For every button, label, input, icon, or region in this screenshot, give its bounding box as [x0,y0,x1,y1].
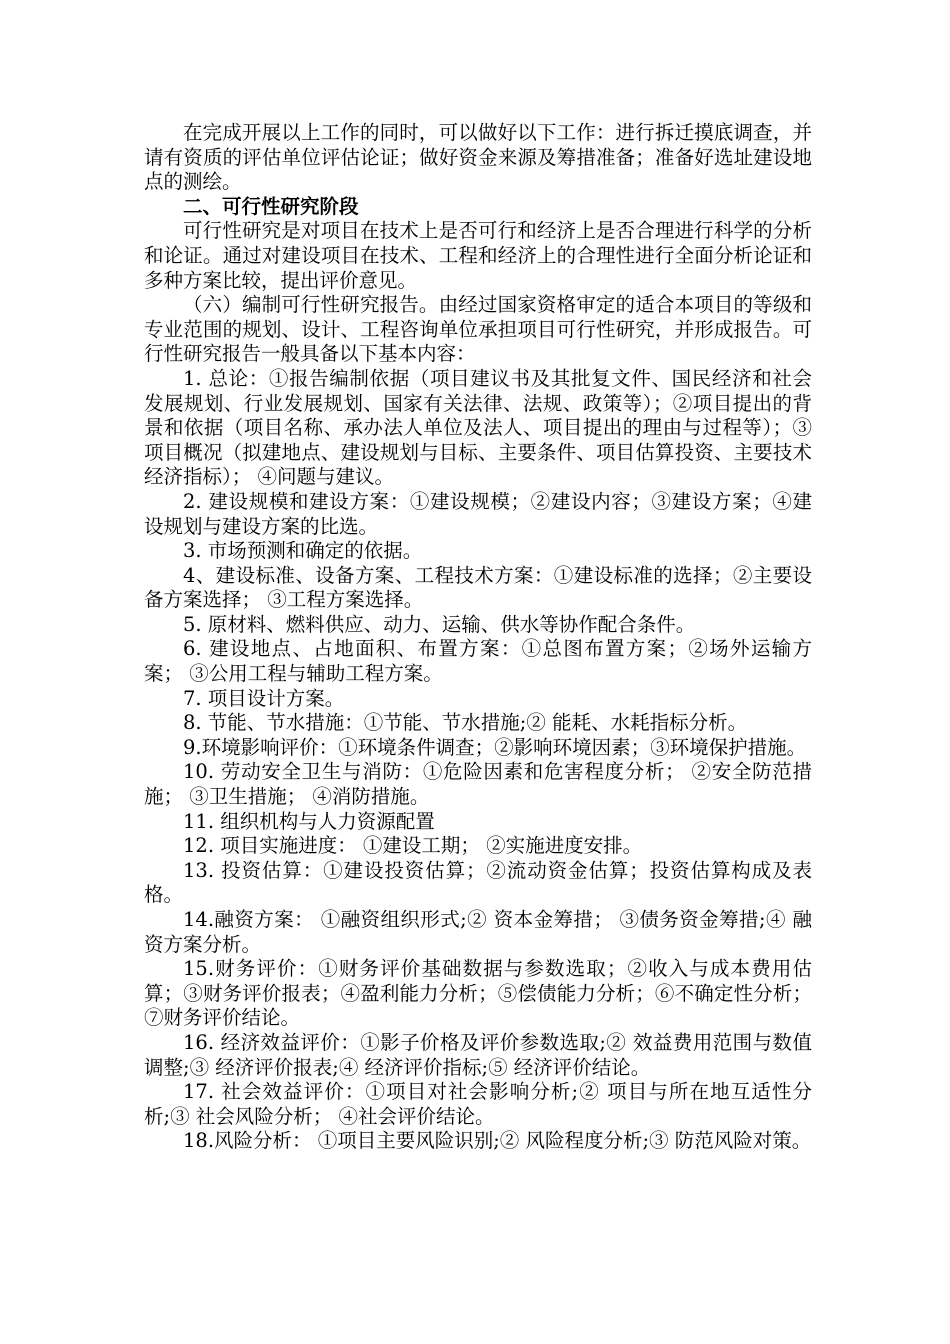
paragraph-report-preparation: （六）编制可行性研究报告。由经过国家资格审定的适合本项目的等级和专业范围的规划、设计、工程咨询单位承担项目可行性研究，并形成报告。可行性研究报告一般具备以下基本内容： [144,293,812,366]
list-item-standards-equipment: 4、建设标准、设备方案、工程技术方案：①建设标准的选择；②主要设备方案选择； ③工程方案选择。 [144,563,812,612]
list-item-financing-plan: 14.融资方案： ①融资组织形式;② 资本金筹措； ③债务资金筹措;④ 融资方案分析。 [144,908,812,956]
list-item-market-forecast: 3. 市场预测和确定的依据。 [183,539,423,563]
section-heading-feasibility-study: 二、可行性研究阶段 [183,194,359,218]
paragraph-preparation-work: 在完成开展以上工作的同时，可以做好以下工作：进行拆迁摸底调查，并请有资质的评估单位评估论证；做好资金来源及筹措准备；准备好选址建设地点的测绘。 [144,121,812,194]
list-item-project-design: 7. 项目设计方案。 [183,686,345,710]
list-item-financial-evaluation: 15.财务评价：①财务评价基础数据与参数选取；②收入与成本费用估算；③财务评价报表；④盈利能力分析；⑤偿债能力分析；⑥不确定性分析； ⑦财务评价结论。 [144,957,812,1030]
list-item-energy-saving: 8. 节能、节水措施：①节能、节水措施;② 能耗、水耗指标分析。 [183,711,748,735]
list-item-investment-estimate: 13. 投资估算：①建设投资估算；②流动资金估算；投资估算构成及表格。 [144,858,812,907]
list-item-implementation-schedule: 12. 项目实施进度： ①建设工期； ②实施进度安排。 [183,834,643,858]
list-item-economic-evaluation: 16. 经济效益评价：①影子价格及评价参数选取;② 效益费用范围与数值调整;③ 经济评价报表;④ 经济评价指标;⑤ 经济评价结论。 [144,1030,812,1079]
list-item-construction-scale: 2. 建设规模和建设方案：①建设规模；②建设内容；③建设方案；④建设规划与建设方案的比选。 [144,489,812,538]
list-item-organization: 11. 组织机构与人力资源配置 [183,809,435,833]
list-item-social-evaluation: 17. 社会效益评价：①项目对社会影响分析;② 项目与所在地互适性分析;③ 社会风险分析； ④社会评价结论。 [144,1080,812,1128]
list-item-site-layout: 6. 建设地点、占地面积、布置方案：①总图布置方案；②场外运输方案； ③公用工程与辅助工程方案。 [144,637,812,686]
list-item-labor-safety: 10. 劳动安全卫生与消防：①危险因素和危害程度分析； ②安全防范措施； ③卫生措施； ④消防措施。 [144,760,812,809]
list-item-risk-analysis: 18.风险分析： ①项目主要风险识别;② 风险程度分析;③ 防范风险对策。 [183,1129,812,1153]
list-item-general: 1. 总论：①报告编制依据（项目建议书及其批复文件、国民经济和社会发展规划、行业发展规划、国家有关法律、法规、政策等）；②项目提出的背景和依据（项目名称、承办法人单位及法人、项目提出的理由与过程等）；③项目概况（拟建地点、建设规划与目标、主要条件、项目估算投资、主要技术经济指标）； ④问题与建议。 [144,366,812,489]
paragraph-feasibility-definition: 可行性研究是对项目在技术上是否可行和经济上是否合理进行科学的分析和论证。通过对建设项目在技术、工程和经济上的合理性进行全面分析论证和多种方案比较，提出评价意见。 [144,219,812,292]
list-item-raw-materials: 5. 原材料、燃料供应、动力、运输、供水等协作配合条件。 [183,612,696,636]
list-item-environmental-impact: 9.环境影响评价：①环境条件调查；②影响环境因素；③环境保护措施。 [183,735,807,759]
document-body [144,121,812,1154]
